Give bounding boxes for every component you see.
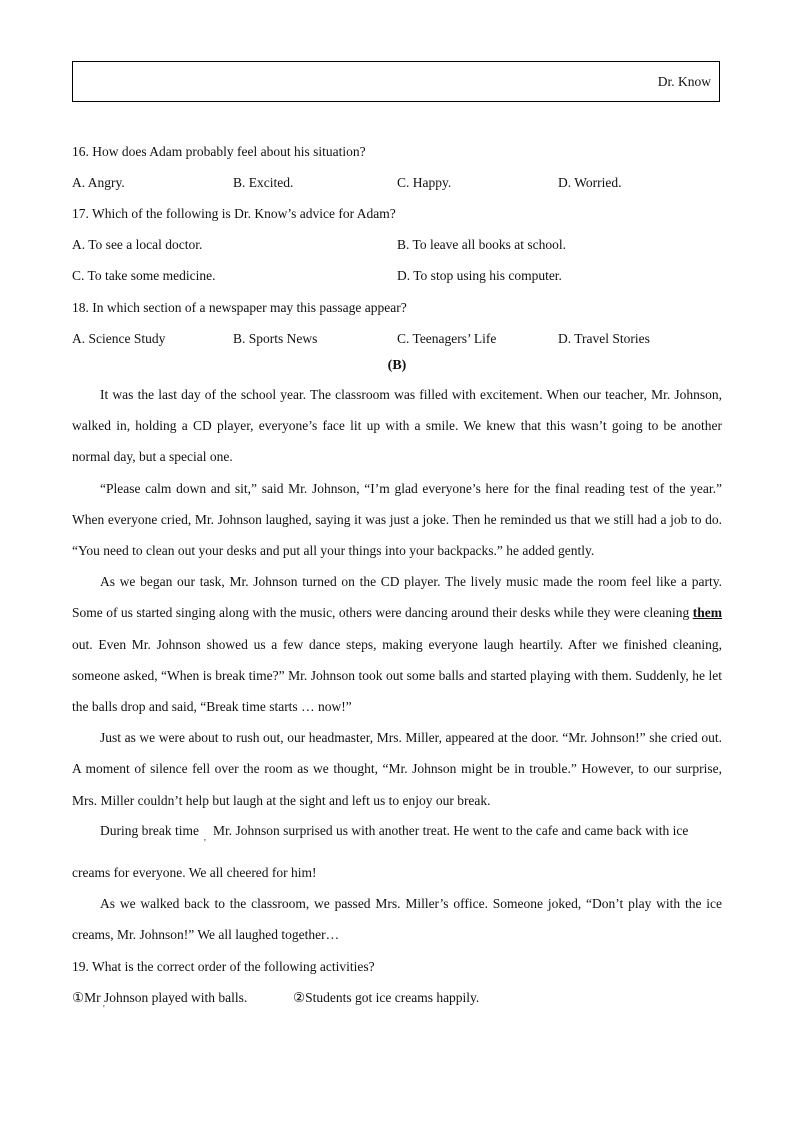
paragraph-6: As we walked back to the classroom, we passed Mrs. Miller’s office. Someone joked, “Don’t play with the ice creams, Mr. Johnson!” We all laughed together… xyxy=(72,896,722,943)
q19-item-1: ①Mr Johnson played with balls. xyxy=(72,990,248,1005)
paragraph-3-text-a: As we began our task, Mr. Johnson turned on the CD player. The lively music made the room feel like a party. Some of us started singing along with the music, others were dancing around their desks while they were cleaning xyxy=(72,574,722,621)
paragraph-3 xyxy=(72,566,722,722)
q16-option-d[interactable]: D. Worried. xyxy=(558,175,622,190)
q17-option-d[interactable]: D. To stop using his computer. xyxy=(397,268,562,283)
stray-mark-2: ' xyxy=(103,1004,105,1015)
paragraph-5-line-2: creams for everyone. We all cheered for him! xyxy=(72,865,317,880)
paragraph-2: “Please calm down and sit,” said Mr. Johnson, “I’m glad everyone’s here for the final reading test of the year.” When everyone cried, Mr. Johnson laughed, saying it was just a joke. Then he reminded us that we still had a job to do. “You need to clean out your desks and put all your things into your backpacks.” he added gently. xyxy=(72,480,722,559)
paragraph-1: It was the last day of the school year. The classroom was filled with excitement. When our teacher, Mr. Johnson, walked in, holding a CD player, everyone’s face lit up with a smile. We knew that this wasn’t going to be another normal day, but a special one. xyxy=(72,387,722,465)
q17-option-c[interactable]: C. To take some medicine. xyxy=(72,268,216,283)
question-16: 16. How does Adam probably feel about his situation? xyxy=(72,144,366,159)
q17-option-a[interactable]: A. To see a local doctor. xyxy=(72,237,203,252)
signature: Dr. Know xyxy=(657,74,711,89)
q17-option-b[interactable]: B. To leave all books at school. xyxy=(397,237,567,252)
paragraph-4: Just as we were about to rush out, our headmaster, Mrs. Miller, appeared at the door. “Mr. Johnson!” she cried out. A moment of silence fell over the room as we thought, “Mr. Johnson might be in trouble.” However, to our surprise, Mrs. Miller couldn’t help but laugh at the sight and left us to enjoy our break. xyxy=(72,730,722,808)
paragraph-5-part-b: Mr. Johnson surprised us with another treat. He went to the cafe and came back with ice xyxy=(212,823,689,838)
q16-option-b[interactable]: B. Excited. xyxy=(233,175,294,190)
question-18: 18. In which section of a newspaper may this passage appear? xyxy=(72,300,407,315)
q18-option-c[interactable]: C. Teenagers’ Life xyxy=(397,331,497,346)
q16-option-a[interactable]: A. Angry. xyxy=(72,175,125,190)
q18-option-d[interactable]: D. Travel Stories xyxy=(558,331,650,346)
question-19: 19. What is the correct order of the following activities? xyxy=(72,959,375,974)
section-b-heading: (B) xyxy=(387,358,407,373)
stray-mark: ' xyxy=(204,838,206,849)
paragraph-5-part-a: During break time xyxy=(100,823,199,838)
passage-b xyxy=(72,379,722,816)
q16-option-c[interactable]: C. Happy. xyxy=(397,175,452,190)
question-17: 17. Which of the following is Dr. Know’s advice for Adam? xyxy=(72,206,396,221)
q18-option-b[interactable]: B. Sports News xyxy=(233,331,318,346)
paragraph-3-text-b: out. Even Mr. Johnson showed us a few dance steps, making everyone laugh heartily. After we finished cleaning, someone asked, “When is break time?” Mr. Johnson took out some balls and started playing with them. Suddenly, he let the balls drop and said, “Break time starts … now!” xyxy=(72,636,722,715)
underlined-word-them: them xyxy=(692,605,722,621)
q19-item-2: ②Students got ice creams happily. xyxy=(293,990,480,1005)
letter-signature-box xyxy=(72,61,720,102)
paragraph-5-line-1 xyxy=(100,823,688,839)
paragraph-6-block xyxy=(72,888,722,950)
q18-option-a[interactable]: A. Science Study xyxy=(72,331,166,346)
